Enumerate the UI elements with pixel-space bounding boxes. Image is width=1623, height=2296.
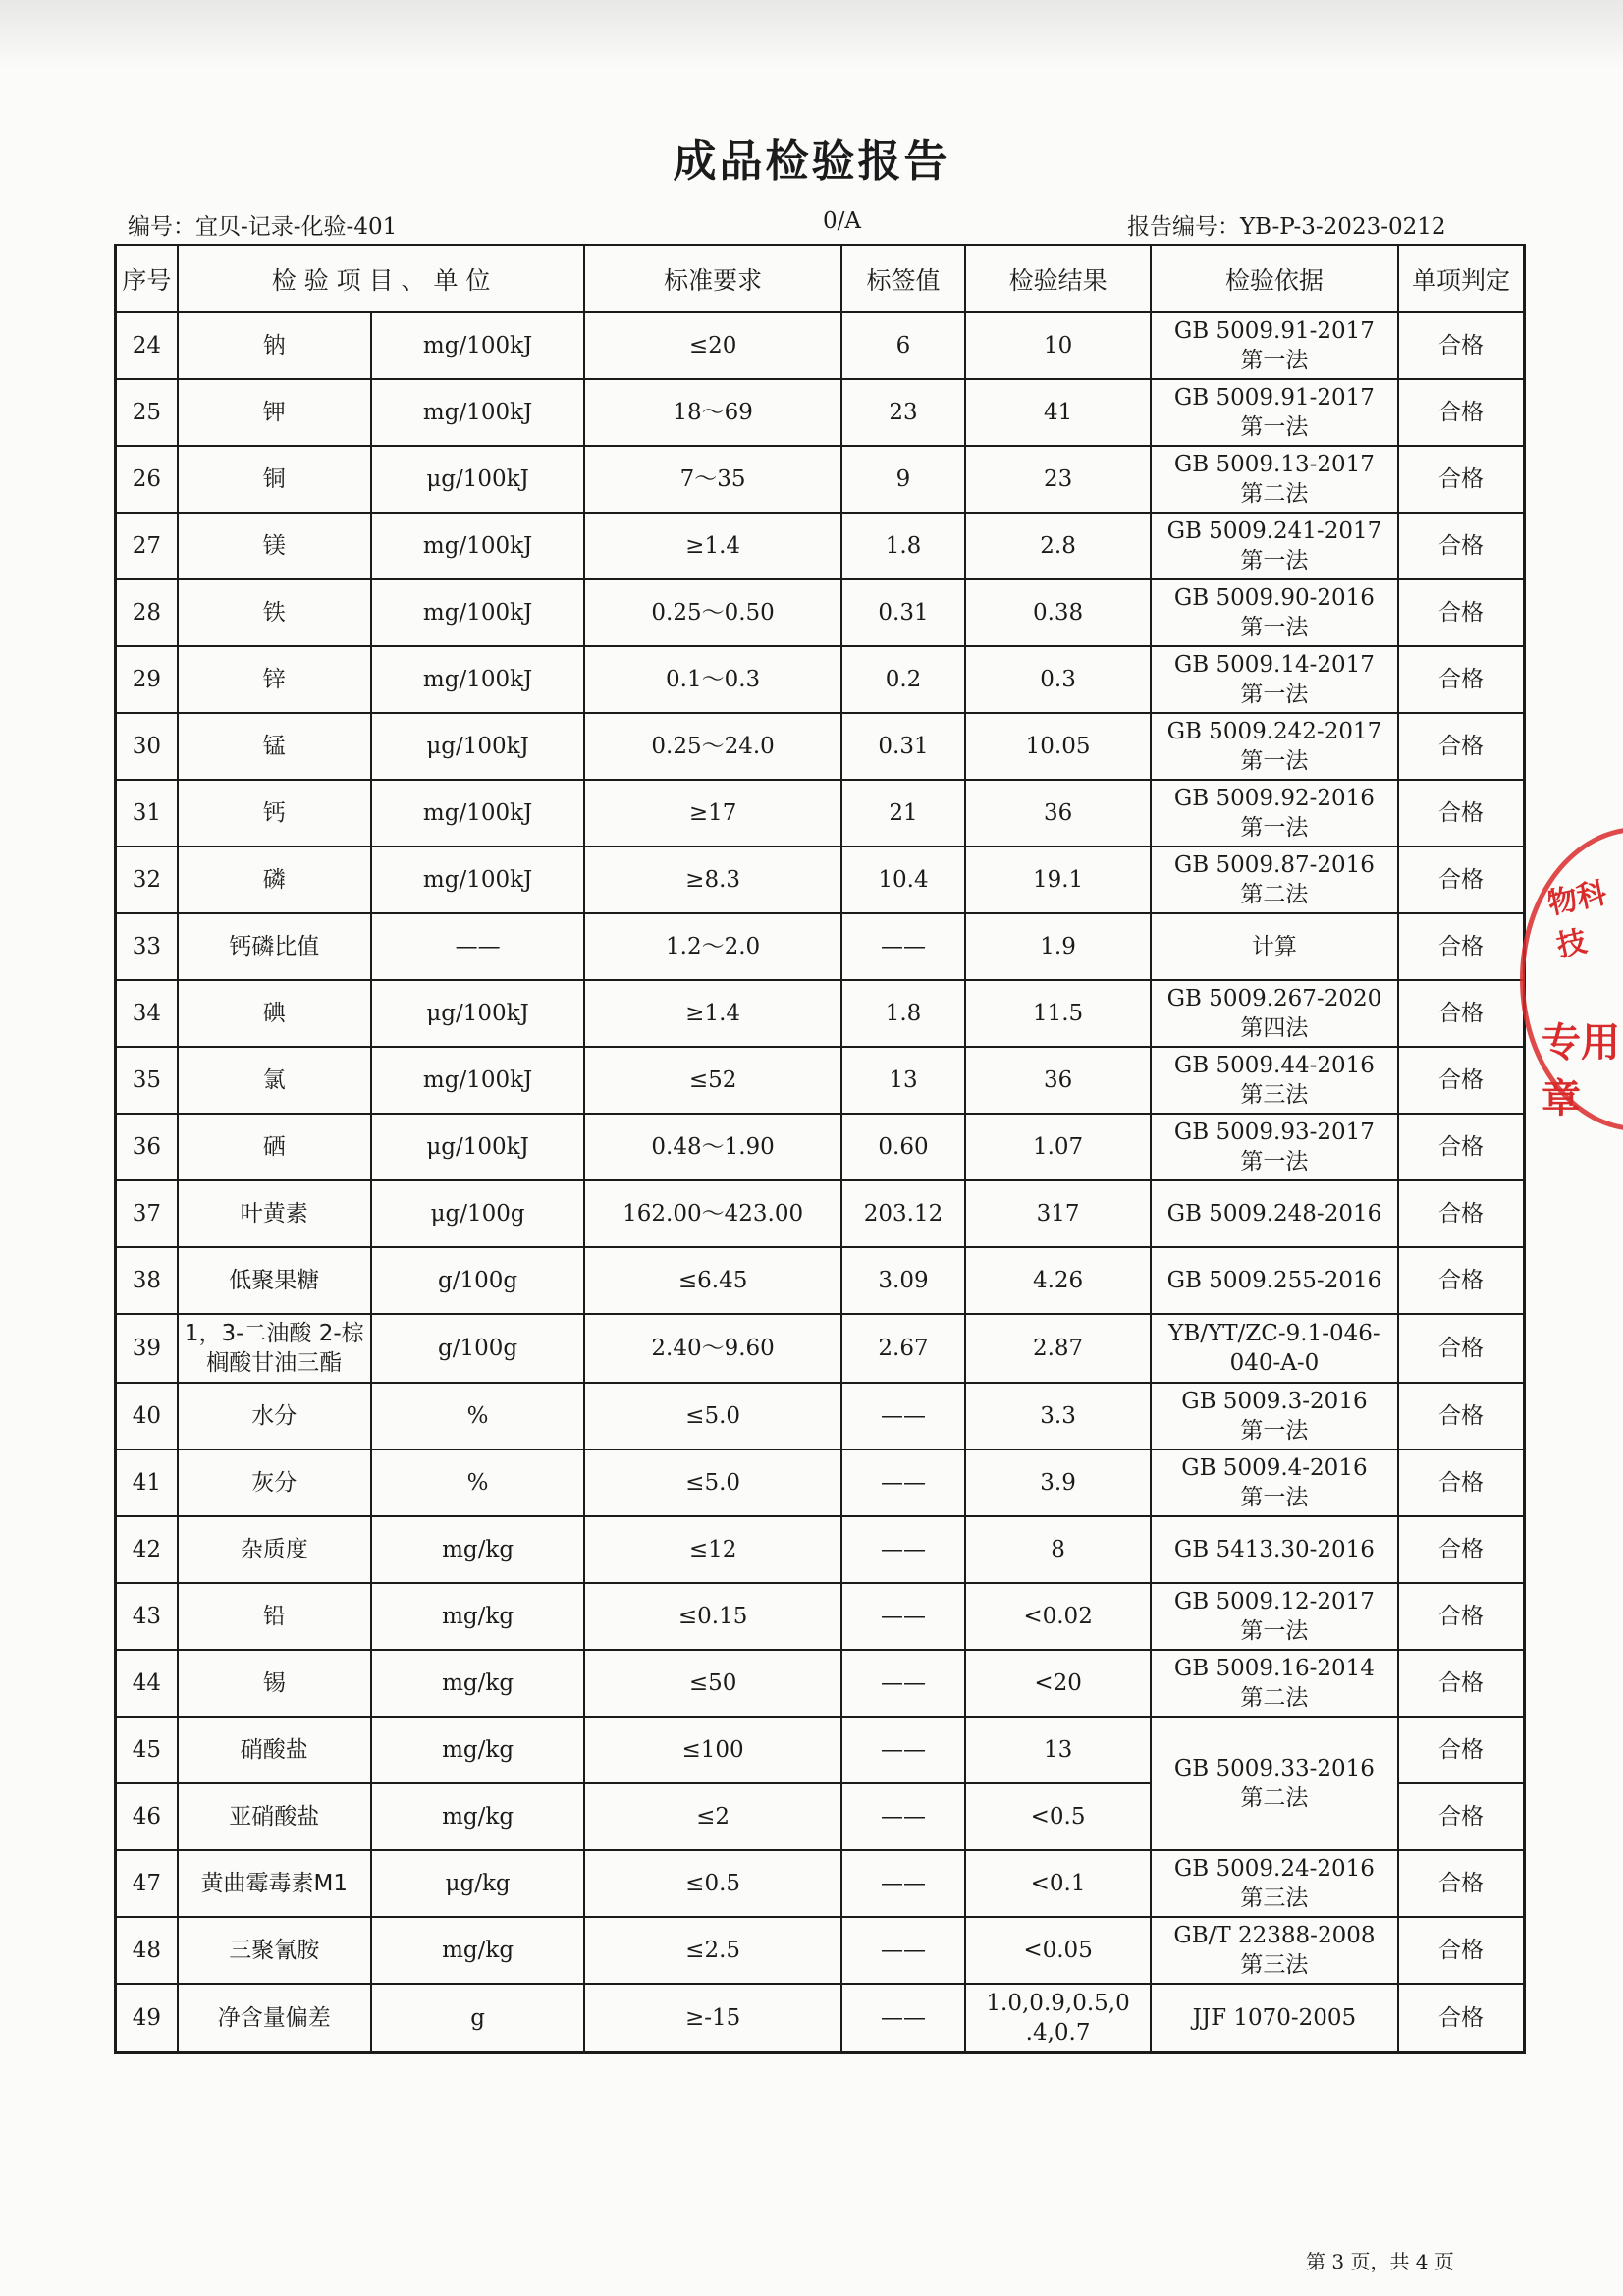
row-item: 铁 (178, 579, 371, 646)
row-item: 镁 (178, 513, 371, 579)
row-item: 铅 (178, 1583, 371, 1650)
row-result: 1.9 (965, 913, 1151, 980)
row-item: 锰 (178, 713, 371, 780)
table-row (116, 980, 1525, 1047)
row-result: 0.38 (965, 579, 1151, 646)
row-item: 低聚果糖 (178, 1247, 371, 1314)
table-row (116, 1247, 1525, 1314)
row-verdict: 合格 (1398, 1114, 1525, 1180)
table-row (116, 1650, 1525, 1717)
header-seq: 序号 (116, 246, 178, 313)
row-basis: GB 5009.242-2017 第一法 (1151, 713, 1398, 780)
row-unit: mg/100kJ (371, 513, 585, 579)
row-seq: 42 (116, 1516, 178, 1583)
row-basis: GB 5009.13-2017 第二法 (1151, 446, 1398, 513)
row-result: 2.8 (965, 513, 1151, 579)
row-seq: 44 (116, 1650, 178, 1717)
row-item: 铜 (178, 446, 371, 513)
row-result: 36 (965, 1047, 1151, 1114)
row-basis: GB 5009.12-2017 第一法 (1151, 1583, 1398, 1650)
page-number: 第 3 页，共 4 页 (1306, 2250, 1454, 2273)
inspection-table (114, 244, 1526, 2054)
row-item: 亚硝酸盐 (178, 1783, 371, 1850)
row-item: 磷 (178, 847, 371, 913)
row-verdict: 合格 (1398, 1516, 1525, 1583)
row-unit: mg/kg (371, 1717, 585, 1783)
row-basis: GB 5009.87-2016 第二法 (1151, 847, 1398, 913)
row-unit: g/100g (371, 1314, 585, 1383)
row-label-value: 6 (841, 312, 965, 379)
row-seq: 24 (116, 312, 178, 379)
row-label-value: 1.8 (841, 513, 965, 579)
row-unit: —— (371, 913, 585, 980)
row-label-value: 0.60 (841, 1114, 965, 1180)
row-standard: 1.2～2.0 (584, 913, 840, 980)
row-verdict: 合格 (1398, 446, 1525, 513)
row-result: <0.5 (965, 1783, 1151, 1850)
table-row (116, 513, 1525, 579)
row-basis: GB/T 22388-2008 第三法 (1151, 1917, 1398, 1984)
row-standard: ≥1.4 (584, 513, 840, 579)
row-item: 硒 (178, 1114, 371, 1180)
row-verdict: 合格 (1398, 1247, 1525, 1314)
row-unit: mg/kg (371, 1783, 585, 1850)
row-unit: mg/100kJ (371, 646, 585, 713)
row-standard: ≤50 (584, 1650, 840, 1717)
row-result: 3.9 (965, 1449, 1151, 1516)
row-basis: GB 5413.30-2016 (1151, 1516, 1398, 1583)
row-label-value: —— (841, 1449, 965, 1516)
table-row (116, 1314, 1525, 1383)
row-basis: GB 5009.91-2017 第一法 (1151, 379, 1398, 446)
row-verdict: 合格 (1398, 1984, 1525, 2052)
row-standard: ≤2 (584, 1783, 840, 1850)
row-result: 0.3 (965, 646, 1151, 713)
table-row (116, 446, 1525, 513)
row-seq: 46 (116, 1783, 178, 1850)
row-verdict: 合格 (1398, 513, 1525, 579)
row-item: 杂质度 (178, 1516, 371, 1583)
table-row (116, 1850, 1525, 1917)
row-seq: 29 (116, 646, 178, 713)
row-label-value: 0.31 (841, 579, 965, 646)
row-verdict: 合格 (1398, 1047, 1525, 1114)
row-unit: mg/kg (371, 1516, 585, 1583)
row-unit: μg/100g (371, 1180, 585, 1247)
seal-text-top: 物科技 (1544, 875, 1610, 964)
row-standard: 0.1～0.3 (584, 646, 840, 713)
row-basis: GB 5009.255-2016 (1151, 1247, 1398, 1314)
row-verdict: 合格 (1398, 1383, 1525, 1449)
table-row (116, 1449, 1525, 1516)
row-item: 钙 (178, 780, 371, 847)
scan-shadow (0, 0, 1623, 69)
row-basis: GB 5009.33-2016 第二法 (1151, 1717, 1398, 1850)
row-basis: GB 5009.91-2017 第一法 (1151, 312, 1398, 379)
row-unit: μg/100kJ (371, 713, 585, 780)
header-result: 检验结果 (965, 246, 1151, 313)
record-number: 编号：宜贝-记录-化验-401 (128, 214, 398, 240)
row-result: 36 (965, 780, 1151, 847)
row-unit: μg/100kJ (371, 980, 585, 1047)
row-seq: 38 (116, 1247, 178, 1314)
row-unit: μg/100kJ (371, 1114, 585, 1180)
row-result: <20 (965, 1650, 1151, 1717)
table-row (116, 579, 1525, 646)
row-seq: 43 (116, 1583, 178, 1650)
row-verdict: 合格 (1398, 1917, 1525, 1984)
row-label-value: —— (841, 1984, 965, 2052)
row-label-value: 13 (841, 1047, 965, 1114)
row-label-value: —— (841, 1717, 965, 1783)
row-seq: 35 (116, 1047, 178, 1114)
row-seq: 45 (116, 1717, 178, 1783)
row-verdict: 合格 (1398, 1650, 1525, 1717)
row-label-value: 23 (841, 379, 965, 446)
row-label-value: 10.4 (841, 847, 965, 913)
row-standard: ≤5.0 (584, 1383, 840, 1449)
row-verdict: 合格 (1398, 1783, 1525, 1850)
row-basis: GB 5009.90-2016 第一法 (1151, 579, 1398, 646)
table-row (116, 1583, 1525, 1650)
row-basis: GB 5009.14-2017 第一法 (1151, 646, 1398, 713)
row-standard: ≤2.5 (584, 1917, 840, 1984)
row-label-value: —— (841, 1917, 965, 1984)
header-label-value: 标签值 (841, 246, 965, 313)
row-unit: mg/kg (371, 1917, 585, 1984)
table-row (116, 379, 1525, 446)
row-seq: 39 (116, 1314, 178, 1383)
row-seq: 32 (116, 847, 178, 913)
row-standard: 0.25～24.0 (584, 713, 840, 780)
row-result: 1.0,0.9,0.5,0 .4,0.7 (965, 1984, 1151, 2052)
row-unit: μg/kg (371, 1850, 585, 1917)
row-verdict: 合格 (1398, 379, 1525, 446)
row-item: 水分 (178, 1383, 371, 1449)
table-row (116, 913, 1525, 980)
row-unit: % (371, 1449, 585, 1516)
row-standard: ≥17 (584, 780, 840, 847)
row-item: 钙磷比值 (178, 913, 371, 980)
row-verdict: 合格 (1398, 312, 1525, 379)
row-verdict: 合格 (1398, 847, 1525, 913)
row-standard: ≤100 (584, 1717, 840, 1783)
row-result: 13 (965, 1717, 1151, 1783)
row-result: 1.07 (965, 1114, 1151, 1180)
row-label-value: —— (841, 1850, 965, 1917)
row-result: 8 (965, 1516, 1151, 1583)
row-result: 2.87 (965, 1314, 1151, 1383)
table-row (116, 713, 1525, 780)
row-unit: mg/100kJ (371, 579, 585, 646)
table-row (116, 646, 1525, 713)
row-standard: ≥1.4 (584, 980, 840, 1047)
row-standard: ≤0.5 (584, 1850, 840, 1917)
row-standard: ≤6.45 (584, 1247, 840, 1314)
row-unit: mg/kg (371, 1583, 585, 1650)
row-basis: GB 5009.24-2016 第三法 (1151, 1850, 1398, 1917)
row-seq: 31 (116, 780, 178, 847)
row-basis: GB 5009.241-2017 第一法 (1151, 513, 1398, 579)
row-verdict: 合格 (1398, 1314, 1525, 1383)
row-result: 4.26 (965, 1247, 1151, 1314)
row-seq: 27 (116, 513, 178, 579)
row-result: <0.1 (965, 1850, 1151, 1917)
row-basis: GB 5009.248-2016 (1151, 1180, 1398, 1247)
row-label-value: 21 (841, 780, 965, 847)
row-result: 41 (965, 379, 1151, 446)
row-standard: 0.25～0.50 (584, 579, 840, 646)
row-verdict: 合格 (1398, 1583, 1525, 1650)
row-standard: 7～35 (584, 446, 840, 513)
row-verdict: 合格 (1398, 1850, 1525, 1917)
row-unit: g/100g (371, 1247, 585, 1314)
row-item: 叶黄素 (178, 1180, 371, 1247)
row-standard: ≥-15 (584, 1984, 840, 2052)
row-verdict: 合格 (1398, 579, 1525, 646)
row-item: 钾 (178, 379, 371, 446)
row-standard: ≤52 (584, 1047, 840, 1114)
row-seq: 49 (116, 1984, 178, 2052)
row-verdict: 合格 (1398, 913, 1525, 980)
header-item-unit: 检 验 项 目 、 单 位 (178, 246, 585, 313)
row-label-value: 0.31 (841, 713, 965, 780)
row-seq: 36 (116, 1114, 178, 1180)
table-row (116, 1047, 1525, 1114)
row-standard: ≥8.3 (584, 847, 840, 913)
row-standard: ≤0.15 (584, 1583, 840, 1650)
row-result: 317 (965, 1180, 1151, 1247)
row-label-value: 2.67 (841, 1314, 965, 1383)
row-standard: 18～69 (584, 379, 840, 446)
row-unit: mg/kg (371, 1650, 585, 1717)
row-label-value: —— (841, 1516, 965, 1583)
table-header-row (116, 246, 1525, 313)
row-unit: mg/100kJ (371, 1047, 585, 1114)
table-row (116, 780, 1525, 847)
table-row (116, 847, 1525, 913)
row-seq: 47 (116, 1850, 178, 1917)
row-basis: YB/YT/ZC-9.1-046- 040-A-0 (1151, 1314, 1398, 1383)
row-label-value: —— (841, 913, 965, 980)
document-title: 成品检验报告 (673, 137, 950, 187)
table-row (116, 1114, 1525, 1180)
row-result: 3.3 (965, 1383, 1151, 1449)
row-item: 净含量偏差 (178, 1984, 371, 2052)
row-item: 锡 (178, 1650, 371, 1717)
row-unit: % (371, 1383, 585, 1449)
row-standard: ≤12 (584, 1516, 840, 1583)
row-item: 黄曲霉毒素M1 (178, 1850, 371, 1917)
seal-text-bottom: 专用章 (1542, 1020, 1620, 1121)
row-seq: 48 (116, 1917, 178, 1984)
row-verdict: 合格 (1398, 646, 1525, 713)
row-verdict: 合格 (1398, 1717, 1525, 1783)
row-item: 锌 (178, 646, 371, 713)
row-seq: 30 (116, 713, 178, 780)
row-seq: 25 (116, 379, 178, 446)
row-unit: mg/100kJ (371, 847, 585, 913)
row-label-value: 203.12 (841, 1180, 965, 1247)
table-row (116, 1717, 1525, 1783)
row-item: 三聚氰胺 (178, 1917, 371, 1984)
row-label-value: 3.09 (841, 1247, 965, 1314)
row-seq: 37 (116, 1180, 178, 1247)
header-basis: 检验依据 (1151, 246, 1398, 313)
row-seq: 28 (116, 579, 178, 646)
report-number: 报告编号：YB-P-3-2023-0212 (1127, 214, 1446, 240)
row-unit: g (371, 1984, 585, 2052)
table-row (116, 1180, 1525, 1247)
row-item: 1，3-二油酸 2-棕 榈酸甘油三酯 (178, 1314, 371, 1383)
row-standard: 0.48～1.90 (584, 1114, 840, 1180)
row-basis: GB 5009.16-2014 第二法 (1151, 1650, 1398, 1717)
row-basis: GB 5009.92-2016 第一法 (1151, 780, 1398, 847)
row-standard: ≤5.0 (584, 1449, 840, 1516)
row-basis: JJF 1070-2005 (1151, 1984, 1398, 2052)
row-basis: 计算 (1151, 913, 1398, 980)
row-seq: 33 (116, 913, 178, 980)
table-row (116, 1383, 1525, 1449)
row-standard: 162.00～423.00 (584, 1180, 840, 1247)
row-result: 10 (965, 312, 1151, 379)
row-verdict: 合格 (1398, 1449, 1525, 1516)
header-verdict: 单项判定 (1398, 246, 1525, 313)
row-seq: 26 (116, 446, 178, 513)
row-unit: mg/100kJ (371, 379, 585, 446)
row-label-value: —— (841, 1383, 965, 1449)
row-basis: GB 5009.93-2017 第一法 (1151, 1114, 1398, 1180)
row-result: 10.05 (965, 713, 1151, 780)
version-label: 0/A (823, 208, 861, 234)
row-result: 23 (965, 446, 1151, 513)
row-label-value: —— (841, 1783, 965, 1850)
row-label-value: 0.2 (841, 646, 965, 713)
row-item: 氯 (178, 1047, 371, 1114)
table-row (116, 312, 1525, 379)
row-seq: 40 (116, 1383, 178, 1449)
row-basis: GB 5009.44-2016 第三法 (1151, 1047, 1398, 1114)
row-item: 硝酸盐 (178, 1717, 371, 1783)
row-seq: 34 (116, 980, 178, 1047)
row-unit: μg/100kJ (371, 446, 585, 513)
row-basis: GB 5009.267-2020 第四法 (1151, 980, 1398, 1047)
row-unit: mg/100kJ (371, 780, 585, 847)
row-unit: mg/100kJ (371, 312, 585, 379)
row-result: 19.1 (965, 847, 1151, 913)
row-result: <0.05 (965, 1917, 1151, 1984)
row-basis: GB 5009.4-2016 第一法 (1151, 1449, 1398, 1516)
row-label-value: —— (841, 1650, 965, 1717)
row-item: 灰分 (178, 1449, 371, 1516)
row-result: <0.02 (965, 1583, 1151, 1650)
row-verdict: 合格 (1398, 1180, 1525, 1247)
row-basis: GB 5009.3-2016 第一法 (1151, 1383, 1398, 1449)
table-row (116, 1516, 1525, 1583)
header-standard: 标准要求 (584, 246, 840, 313)
row-verdict: 合格 (1398, 980, 1525, 1047)
row-item: 钠 (178, 312, 371, 379)
table-row (116, 1917, 1525, 1984)
row-standard: 2.40～9.60 (584, 1314, 840, 1383)
row-label-value: 9 (841, 446, 965, 513)
row-seq: 41 (116, 1449, 178, 1516)
row-item: 碘 (178, 980, 371, 1047)
row-label-value: —— (841, 1583, 965, 1650)
row-verdict: 合格 (1398, 713, 1525, 780)
table-row (116, 1984, 1525, 2052)
row-label-value: 1.8 (841, 980, 965, 1047)
row-result: 11.5 (965, 980, 1151, 1047)
row-standard: ≤20 (584, 312, 840, 379)
table-body (116, 312, 1525, 2052)
row-verdict: 合格 (1398, 780, 1525, 847)
